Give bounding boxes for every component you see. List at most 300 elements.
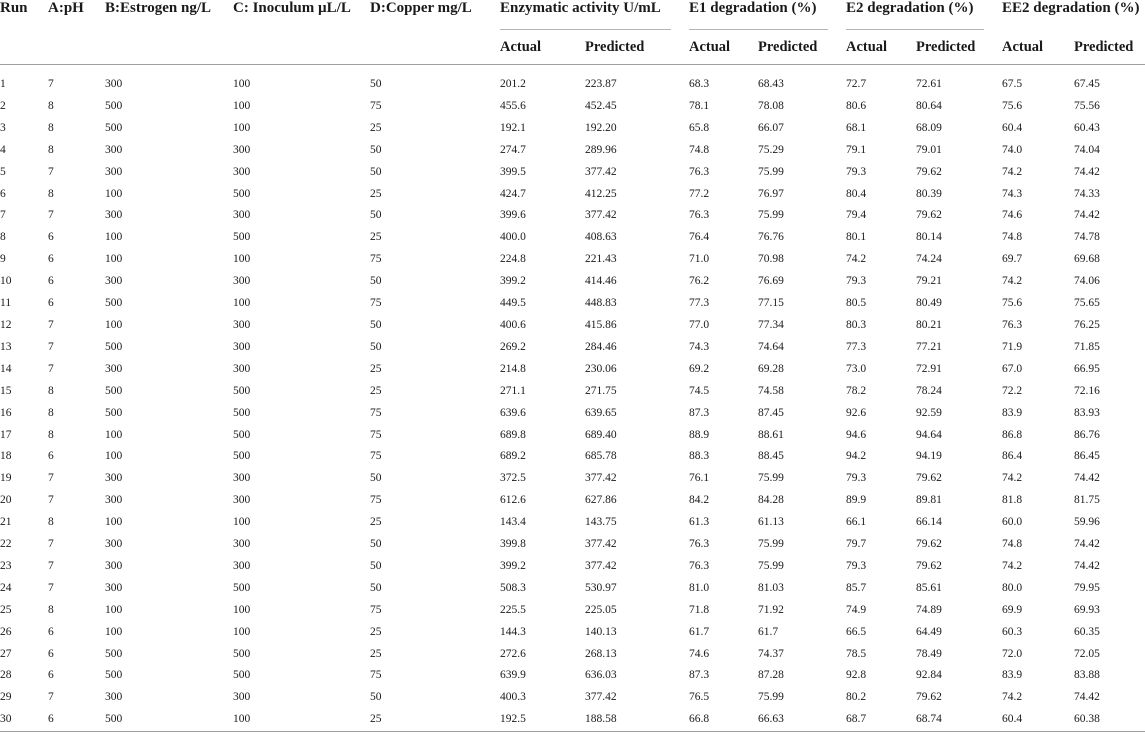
cell-ee2-predicted: 74.33 xyxy=(1074,187,1100,200)
cell-e1-predicted: 74.37 xyxy=(758,647,784,660)
cell-copper: 50 xyxy=(370,691,382,704)
cell-e1-predicted: 74.58 xyxy=(758,384,784,397)
cell-e1-predicted: 74.64 xyxy=(758,340,784,353)
cell-e1-actual: 69.2 xyxy=(689,362,710,375)
cell-enzymatic-actual: 269.2 xyxy=(500,340,526,353)
cell-run: 14 xyxy=(0,362,12,375)
cell-ph: 6 xyxy=(48,275,54,288)
table-row xyxy=(0,687,1145,709)
cell-e1-predicted: 76.97 xyxy=(758,187,784,200)
cell-inoculum: 500 xyxy=(233,450,251,463)
cell-inoculum: 100 xyxy=(233,516,251,529)
cell-e2-actual: 79.3 xyxy=(846,472,867,485)
cell-enzymatic-predicted: 377.42 xyxy=(585,209,617,222)
cell-e2-actual: 79.3 xyxy=(846,165,867,178)
header-enzymatic-predicted: Predicted xyxy=(585,38,645,55)
cell-ph: 6 xyxy=(48,669,54,682)
table-row xyxy=(0,512,1145,534)
table-row xyxy=(0,381,1145,403)
cell-ph: 8 xyxy=(48,406,54,419)
cell-inoculum: 300 xyxy=(233,340,251,353)
cell-run: 17 xyxy=(0,428,12,441)
cell-ee2-predicted: 59.96 xyxy=(1074,516,1100,529)
cell-copper: 25 xyxy=(370,625,382,638)
cell-e1-actual: 78.1 xyxy=(689,99,710,112)
cell-ee2-predicted: 60.43 xyxy=(1074,121,1100,134)
cell-inoculum: 300 xyxy=(233,165,251,178)
cell-estrogen: 500 xyxy=(105,713,123,726)
cell-enzymatic-predicted: 143.75 xyxy=(585,516,617,529)
cell-copper: 50 xyxy=(370,340,382,353)
cell-e2-predicted: 74.24 xyxy=(916,253,942,266)
cell-e1-predicted: 88.61 xyxy=(758,428,784,441)
cell-ee2-predicted: 69.68 xyxy=(1074,253,1100,266)
cell-e2-actual: 68.1 xyxy=(846,121,867,134)
cell-run: 6 xyxy=(0,187,6,200)
table-row xyxy=(0,293,1145,315)
cell-e2-predicted: 72.91 xyxy=(916,362,942,375)
table-row xyxy=(0,556,1145,578)
cell-run: 23 xyxy=(0,559,12,572)
cell-inoculum: 300 xyxy=(233,318,251,331)
table-row xyxy=(0,446,1145,468)
cell-inoculum: 500 xyxy=(233,384,251,397)
cell-ee2-predicted: 74.42 xyxy=(1074,165,1100,178)
cell-e2-predicted: 68.74 xyxy=(916,713,942,726)
cell-e2-predicted: 89.81 xyxy=(916,494,942,507)
cell-e2-actual: 73.0 xyxy=(846,362,867,375)
cell-run: 15 xyxy=(0,384,12,397)
cell-e2-actual: 79.1 xyxy=(846,143,867,156)
table-row xyxy=(0,96,1145,118)
cell-copper: 50 xyxy=(370,78,382,90)
cell-copper: 50 xyxy=(370,581,382,594)
header-estrogen: B:Estrogen ng/L xyxy=(105,0,211,16)
cell-ee2-predicted: 74.78 xyxy=(1074,231,1100,244)
cell-ee2-predicted: 74.42 xyxy=(1074,538,1100,551)
cell-e2-predicted: 80.14 xyxy=(916,231,942,244)
cell-enzymatic-predicted: 140.13 xyxy=(585,625,617,638)
cell-ee2-predicted: 74.42 xyxy=(1074,209,1100,222)
header-ee2-actual: Actual xyxy=(1002,38,1044,55)
cell-run: 2 xyxy=(0,99,6,112)
cell-e1-actual: 65.8 xyxy=(689,121,710,134)
header-group-ee2 xyxy=(1002,0,1145,30)
cell-ph: 7 xyxy=(48,362,54,375)
cell-e1-actual: 76.1 xyxy=(689,472,710,485)
cell-ph: 8 xyxy=(48,187,54,200)
table-row xyxy=(0,403,1145,425)
cell-ph: 7 xyxy=(48,78,54,90)
cell-e2-predicted: 94.19 xyxy=(916,450,942,463)
table-row xyxy=(0,205,1145,227)
cell-e1-actual: 76.3 xyxy=(689,538,710,551)
cell-ee2-actual: 74.2 xyxy=(1002,559,1023,572)
cell-estrogen: 100 xyxy=(105,516,123,529)
cell-enzymatic-actual: 372.5 xyxy=(500,472,526,485)
cell-run: 20 xyxy=(0,494,12,507)
table-row xyxy=(0,140,1145,162)
cell-e2-predicted: 74.89 xyxy=(916,603,942,616)
cell-enzymatic-actual: 214.8 xyxy=(500,362,526,375)
table-row xyxy=(0,227,1145,249)
cell-ee2-predicted: 74.06 xyxy=(1074,275,1100,288)
table-body xyxy=(0,65,1145,732)
cell-run: 10 xyxy=(0,275,12,288)
cell-enzymatic-predicted: 377.42 xyxy=(585,691,617,704)
cell-e2-predicted: 85.61 xyxy=(916,581,942,594)
cell-copper: 25 xyxy=(370,384,382,397)
cell-ph: 8 xyxy=(48,121,54,134)
cell-inoculum: 100 xyxy=(233,78,251,90)
cell-estrogen: 100 xyxy=(105,231,123,244)
header-ee2-predicted: Predicted xyxy=(1074,38,1134,55)
cell-e1-actual: 74.8 xyxy=(689,143,710,156)
table-row xyxy=(0,468,1145,490)
cell-e1-actual: 61.3 xyxy=(689,516,710,529)
table-row xyxy=(0,359,1145,381)
cell-e2-actual: 94.6 xyxy=(846,428,867,441)
cell-e1-predicted: 81.03 xyxy=(758,581,784,594)
cell-enzymatic-actual: 399.8 xyxy=(500,538,526,551)
cell-e1-predicted: 70.98 xyxy=(758,253,784,266)
cell-e2-actual: 79.3 xyxy=(846,559,867,572)
cell-ee2-actual: 83.9 xyxy=(1002,406,1023,419)
cell-ee2-actual: 75.6 xyxy=(1002,297,1023,310)
cell-copper: 50 xyxy=(370,209,382,222)
cell-e2-actual: 66.5 xyxy=(846,625,867,638)
cell-ph: 8 xyxy=(48,384,54,397)
cell-e2-actual: 77.3 xyxy=(846,340,867,353)
cell-estrogen: 500 xyxy=(105,121,123,134)
cell-estrogen: 300 xyxy=(105,275,123,288)
cell-ee2-predicted: 60.38 xyxy=(1074,713,1100,726)
cell-inoculum: 300 xyxy=(233,362,251,375)
cell-ee2-predicted: 74.42 xyxy=(1074,472,1100,485)
table-row xyxy=(0,249,1145,271)
cell-enzymatic-actual: 399.2 xyxy=(500,559,526,572)
cell-inoculum: 500 xyxy=(233,406,251,419)
header-e1-actual: Actual xyxy=(689,38,731,55)
cell-enzymatic-actual: 455.6 xyxy=(500,99,526,112)
cell-e1-actual: 61.7 xyxy=(689,625,710,638)
cell-e2-predicted: 80.39 xyxy=(916,187,942,200)
cell-copper: 50 xyxy=(370,559,382,572)
cell-estrogen: 300 xyxy=(105,209,123,222)
cell-e2-actual: 78.5 xyxy=(846,647,867,660)
cell-enzymatic-actual: 424.7 xyxy=(500,187,526,200)
cell-run: 21 xyxy=(0,516,12,529)
cell-ph: 7 xyxy=(48,581,54,594)
cell-copper: 50 xyxy=(370,165,382,178)
cell-e1-actual: 68.3 xyxy=(689,78,710,90)
cell-enzymatic-predicted: 412.25 xyxy=(585,187,617,200)
header-run: Run xyxy=(0,0,28,16)
cell-enzymatic-predicted: 636.03 xyxy=(585,669,617,682)
cell-copper: 75 xyxy=(370,428,382,441)
table-row xyxy=(0,184,1145,206)
cell-ee2-predicted: 86.45 xyxy=(1074,450,1100,463)
header-inoculum: C: Inoculum µL/L xyxy=(233,0,351,16)
cell-enzymatic-predicted: 377.42 xyxy=(585,165,617,178)
cell-ee2-actual: 74.2 xyxy=(1002,691,1023,704)
cell-ph: 6 xyxy=(48,231,54,244)
cell-e1-actual: 74.5 xyxy=(689,384,710,397)
table-row xyxy=(0,709,1145,731)
cell-inoculum: 300 xyxy=(233,494,251,507)
cell-e2-actual: 92.6 xyxy=(846,406,867,419)
cell-ph: 8 xyxy=(48,516,54,529)
table-row xyxy=(0,490,1145,512)
cell-inoculum: 100 xyxy=(233,603,251,616)
cell-ee2-actual: 75.6 xyxy=(1002,99,1023,112)
table-row xyxy=(0,622,1145,644)
cell-e1-predicted: 75.99 xyxy=(758,559,784,572)
cell-run: 1 xyxy=(0,78,6,90)
cell-ph: 6 xyxy=(48,297,54,310)
cell-inoculum: 100 xyxy=(233,625,251,638)
cell-copper: 75 xyxy=(370,406,382,419)
cell-ee2-actual: 69.7 xyxy=(1002,253,1023,266)
cell-ee2-actual: 60.3 xyxy=(1002,625,1023,638)
cell-ee2-predicted: 69.93 xyxy=(1074,603,1100,616)
header-ph: A:pH xyxy=(48,0,84,16)
cell-e2-predicted: 78.49 xyxy=(916,647,942,660)
cell-e1-actual: 88.3 xyxy=(689,450,710,463)
cell-ee2-predicted: 81.75 xyxy=(1074,494,1100,507)
cell-ee2-actual: 67.5 xyxy=(1002,78,1023,90)
cell-ee2-actual: 74.2 xyxy=(1002,275,1023,288)
cell-e2-predicted: 72.61 xyxy=(916,78,942,90)
cell-run: 25 xyxy=(0,603,12,616)
cell-enzymatic-predicted: 414.46 xyxy=(585,275,617,288)
header-e2-actual: Actual xyxy=(846,38,888,55)
cell-run: 26 xyxy=(0,625,12,638)
cell-e2-predicted: 79.62 xyxy=(916,538,942,551)
cell-e1-actual: 74.6 xyxy=(689,647,710,660)
cell-e1-predicted: 75.99 xyxy=(758,472,784,485)
cell-e2-actual: 79.3 xyxy=(846,275,867,288)
cell-enzymatic-actual: 400.0 xyxy=(500,231,526,244)
cell-inoculum: 100 xyxy=(233,99,251,112)
cell-e1-actual: 76.2 xyxy=(689,275,710,288)
cell-ee2-actual: 74.8 xyxy=(1002,538,1023,551)
cell-copper: 75 xyxy=(370,99,382,112)
table-row xyxy=(0,425,1145,447)
cell-ee2-predicted: 83.93 xyxy=(1074,406,1100,419)
cell-ee2-predicted: 74.04 xyxy=(1074,143,1100,156)
cell-e2-predicted: 79.62 xyxy=(916,209,942,222)
cell-e1-actual: 77.3 xyxy=(689,297,710,310)
cell-e2-predicted: 80.64 xyxy=(916,99,942,112)
cell-estrogen: 300 xyxy=(105,165,123,178)
cell-e1-predicted: 88.45 xyxy=(758,450,784,463)
cell-e2-actual: 94.2 xyxy=(846,450,867,463)
cell-copper: 25 xyxy=(370,121,382,134)
cell-copper: 75 xyxy=(370,603,382,616)
cell-ee2-actual: 83.9 xyxy=(1002,669,1023,682)
cell-ee2-actual: 71.9 xyxy=(1002,340,1023,353)
cell-e2-actual: 80.4 xyxy=(846,187,867,200)
cell-e1-actual: 81.0 xyxy=(689,581,710,594)
cell-e2-predicted: 77.21 xyxy=(916,340,942,353)
cell-run: 30 xyxy=(0,713,12,726)
cell-enzymatic-predicted: 408.63 xyxy=(585,231,617,244)
cell-e1-actual: 87.3 xyxy=(689,406,710,419)
table-row xyxy=(0,118,1145,140)
cell-e1-predicted: 61.13 xyxy=(758,516,784,529)
cell-copper: 50 xyxy=(370,318,382,331)
cell-enzymatic-actual: 612.6 xyxy=(500,494,526,507)
cell-enzymatic-predicted: 377.42 xyxy=(585,559,617,572)
cell-estrogen: 300 xyxy=(105,538,123,551)
cell-e1-actual: 76.5 xyxy=(689,691,710,704)
cell-e1-actual: 84.2 xyxy=(689,494,710,507)
cell-e1-predicted: 75.99 xyxy=(758,209,784,222)
table-row xyxy=(0,534,1145,556)
cell-ph: 8 xyxy=(48,428,54,441)
cell-ee2-actual: 76.3 xyxy=(1002,318,1023,331)
cell-enzymatic-actual: 689.8 xyxy=(500,428,526,441)
cell-e2-actual: 68.7 xyxy=(846,713,867,726)
header-row-secondary xyxy=(0,30,1145,65)
cell-e1-predicted: 75.29 xyxy=(758,143,784,156)
cell-enzymatic-predicted: 452.45 xyxy=(585,99,617,112)
cell-e1-predicted: 75.99 xyxy=(758,538,784,551)
cell-e1-actual: 66.8 xyxy=(689,713,710,726)
cell-inoculum: 500 xyxy=(233,428,251,441)
cell-copper: 25 xyxy=(370,187,382,200)
table-row xyxy=(0,578,1145,600)
cell-enzymatic-predicted: 192.20 xyxy=(585,121,617,134)
cell-e1-predicted: 69.28 xyxy=(758,362,784,375)
cell-enzymatic-actual: 508.3 xyxy=(500,581,526,594)
cell-enzymatic-predicted: 685.78 xyxy=(585,450,617,463)
header-group-enzymatic xyxy=(500,0,689,30)
cell-estrogen: 500 xyxy=(105,406,123,419)
table-row xyxy=(0,315,1145,337)
cell-copper: 25 xyxy=(370,713,382,726)
cell-enzymatic-predicted: 639.65 xyxy=(585,406,617,419)
cell-ph: 8 xyxy=(48,143,54,156)
cell-e2-actual: 80.2 xyxy=(846,691,867,704)
cell-e1-actual: 76.3 xyxy=(689,559,710,572)
cell-e1-predicted: 87.45 xyxy=(758,406,784,419)
cell-estrogen: 500 xyxy=(105,669,123,682)
cell-enzymatic-actual: 639.6 xyxy=(500,406,526,419)
cell-ph: 7 xyxy=(48,340,54,353)
cell-copper: 50 xyxy=(370,472,382,485)
cell-inoculum: 500 xyxy=(233,231,251,244)
cell-run: 28 xyxy=(0,669,12,682)
cell-enzymatic-actual: 143.4 xyxy=(500,516,526,529)
cell-ph: 7 xyxy=(48,165,54,178)
cell-e1-actual: 87.3 xyxy=(689,669,710,682)
cell-enzymatic-actual: 639.9 xyxy=(500,669,526,682)
cell-estrogen: 500 xyxy=(105,647,123,660)
cell-ee2-predicted: 72.16 xyxy=(1074,384,1100,397)
cell-e1-predicted: 61.7 xyxy=(758,625,779,638)
cell-estrogen: 300 xyxy=(105,78,123,90)
table-row xyxy=(0,665,1145,687)
cell-e2-actual: 80.5 xyxy=(846,297,867,310)
table-row xyxy=(0,162,1145,184)
cell-estrogen: 300 xyxy=(105,472,123,485)
cell-ee2-actual: 74.6 xyxy=(1002,209,1023,222)
cell-run: 3 xyxy=(0,121,6,134)
cell-e2-predicted: 79.62 xyxy=(916,165,942,178)
cell-e2-actual: 79.4 xyxy=(846,209,867,222)
cell-copper: 75 xyxy=(370,450,382,463)
cell-e2-predicted: 79.01 xyxy=(916,143,942,156)
cell-ee2-predicted: 75.56 xyxy=(1074,99,1100,112)
cell-ee2-actual: 60.4 xyxy=(1002,121,1023,134)
cell-e1-actual: 71.8 xyxy=(689,603,710,616)
cell-e2-actual: 66.1 xyxy=(846,516,867,529)
cell-ph: 7 xyxy=(48,538,54,551)
cell-enzymatic-actual: 399.6 xyxy=(500,209,526,222)
cell-e2-actual: 85.7 xyxy=(846,581,867,594)
cell-ee2-actual: 81.8 xyxy=(1002,494,1023,507)
table-row xyxy=(0,337,1145,359)
cell-enzymatic-predicted: 448.83 xyxy=(585,297,617,310)
cell-ph: 6 xyxy=(48,647,54,660)
cell-estrogen: 500 xyxy=(105,99,123,112)
cell-estrogen: 300 xyxy=(105,143,123,156)
cell-estrogen: 500 xyxy=(105,297,123,310)
cell-enzymatic-actual: 400.3 xyxy=(500,691,526,704)
cell-estrogen: 100 xyxy=(105,450,123,463)
cell-copper: 50 xyxy=(370,143,382,156)
cell-ee2-actual: 74.0 xyxy=(1002,143,1023,156)
cell-enzymatic-predicted: 268.13 xyxy=(585,647,617,660)
cell-estrogen: 300 xyxy=(105,581,123,594)
cell-run: 24 xyxy=(0,581,12,594)
cell-e1-actual: 77.2 xyxy=(689,187,710,200)
cell-inoculum: 100 xyxy=(233,713,251,726)
header-group-e1 xyxy=(689,0,846,30)
cell-inoculum: 300 xyxy=(233,538,251,551)
cell-estrogen: 300 xyxy=(105,362,123,375)
cell-inoculum: 500 xyxy=(233,647,251,660)
cell-estrogen: 500 xyxy=(105,340,123,353)
cell-e1-actual: 77.0 xyxy=(689,318,710,331)
cell-copper: 75 xyxy=(370,297,382,310)
cell-ph: 8 xyxy=(48,603,54,616)
cell-enzymatic-predicted: 223.87 xyxy=(585,78,617,90)
cell-enzymatic-actual: 399.5 xyxy=(500,165,526,178)
cell-estrogen: 300 xyxy=(105,559,123,572)
cell-enzymatic-actual: 201.2 xyxy=(500,78,526,90)
cell-ph: 7 xyxy=(48,559,54,572)
cell-ph: 7 xyxy=(48,472,54,485)
cell-ee2-actual: 67.0 xyxy=(1002,362,1023,375)
cell-ee2-actual: 72.0 xyxy=(1002,647,1023,660)
cell-e1-predicted: 68.43 xyxy=(758,78,784,90)
cell-ee2-predicted: 86.76 xyxy=(1074,428,1100,441)
cell-enzymatic-predicted: 415.86 xyxy=(585,318,617,331)
cell-e2-actual: 72.7 xyxy=(846,78,867,90)
cell-enzymatic-predicted: 188.58 xyxy=(585,713,617,726)
cell-inoculum: 500 xyxy=(233,581,251,594)
header-group-e2-label: E2 degradation (%) xyxy=(846,0,974,16)
cell-e1-predicted: 76.76 xyxy=(758,231,784,244)
cell-e2-predicted: 68.09 xyxy=(916,121,942,134)
header-row-primary xyxy=(0,0,1145,30)
cell-ee2-predicted: 76.25 xyxy=(1074,318,1100,331)
cell-ph: 7 xyxy=(48,691,54,704)
cell-inoculum: 100 xyxy=(233,253,251,266)
